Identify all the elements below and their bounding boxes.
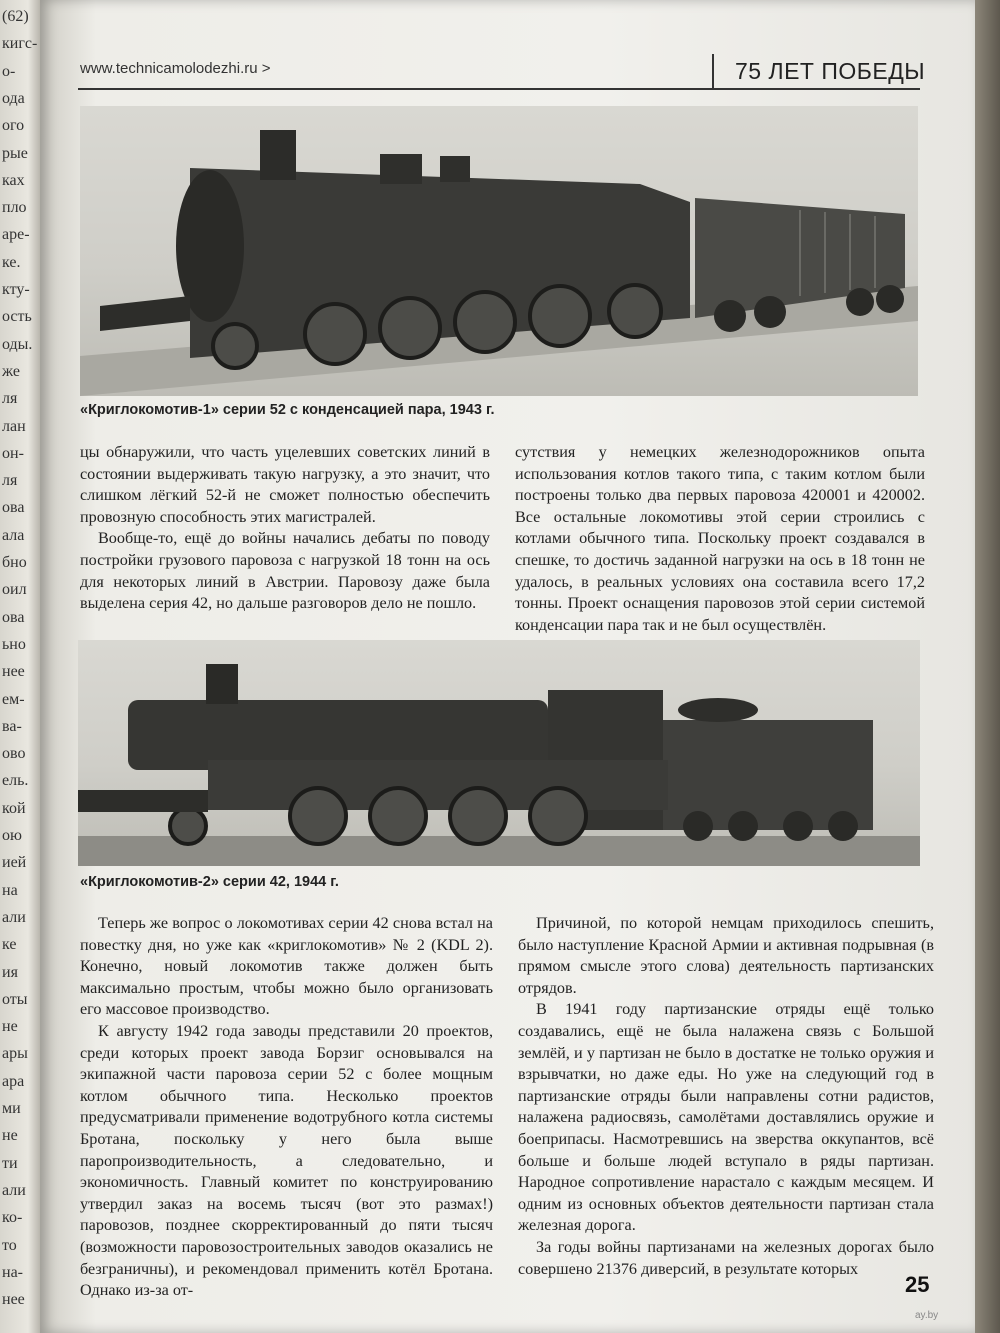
previous-page-fragment: ары (2, 1045, 28, 1063)
paragraph: За годы войны партизанами на железных дорогах было совершено 21376 диверсий, в результате которых (518, 1237, 934, 1278)
previous-page-fragment: ого (2, 117, 25, 135)
previous-page-fragment: то (2, 1236, 17, 1254)
figure-caption-1: «Криглокомотив-1» серии 52 с конденсацией пара, 1943 г. (80, 402, 495, 418)
column-lower-right (518, 913, 934, 1280)
column-upper-left (80, 442, 490, 615)
previous-page-fragment: нее (2, 1291, 25, 1309)
previous-page-fragment: оил (2, 581, 27, 599)
previous-page-fragment: ьно (2, 635, 26, 653)
previous-page-fragment: же (2, 362, 20, 380)
previous-page-fragment: ою (2, 827, 22, 844)
previous-page-fragment: ода (2, 89, 25, 107)
paragraph: В 1941 году партизанские отряды ещё только создавались, ещё не была налажена связь с Большой землёй, и у партизан не было в достатке не только оружия и взрывчатки, но даже еды. Но уже на следующий год в партизанские отряды были направлены сотни радистов, налажена радиосвязь, самолётами доставлялись оружие и боеприпасы. Насмотревшись на зверства оккупантов, всё больше и больше людей вступало в ряды партизан. Народное сопротивление нарастало с каждым месяцем. И одним из основных объектов деятельности партизан стала железная дорога. (518, 1000, 934, 1235)
previous-page-fragment: ля (2, 472, 18, 490)
previous-page-fragment: он- (2, 444, 24, 462)
previous-page-fragment: ко- (2, 1209, 23, 1227)
previous-page-fragment: ми (2, 1100, 21, 1117)
paragraph: К августу 1942 года заводы представили 20 проектов, среди которых проект завода Борзиг основывался на экипажной части паровоза серии 52 с более мощным котлом обычного типа. Несколько проектов предусматривали применение водотрубного котла системы Бротана, поскольку у него была выше паропроизводительность, а следовательно, и экономичность. Главный комитет по конструированию утвердил заказ на восемь тысяч (вот это размах!) паровозов, позднее скорректированный до пяти тысяч (возможности паровозостроительных заводов оказались не безграничны), и рекомендовал применить котёл Бротана. Однако из-за от- (80, 1021, 493, 1300)
previous-page-fragment: ля (2, 390, 18, 408)
previous-page-fragment: али (2, 1181, 26, 1199)
previous-page-fragment: (62) (2, 8, 29, 25)
previous-page-fragment: оты (2, 990, 28, 1008)
previous-page-fragment: кту- (2, 281, 30, 298)
previous-page-fragment: ель. (2, 772, 29, 790)
previous-page-fragment: ость (2, 308, 32, 326)
figure-caption-2: «Криглокомотив-2» серии 42, 1944 г. (80, 874, 339, 890)
previous-page-fragment: пло (2, 199, 27, 217)
previous-page-fragment: оды. (2, 335, 33, 353)
previous-page-fragment: ти (2, 1154, 18, 1172)
paragraph: Теперь же вопрос о локомотивах серии 42 снова встал на повестку дня, но уже как «криглокомотив» № 2 (KDL 2). Конечно, новый локомотив также должен быть максимально простым, чтобы можно было организовать его массовое производство. (80, 914, 493, 1019)
locomotive-photo-1 (80, 106, 918, 396)
locomotive-photo-2 (78, 640, 920, 866)
previous-page-fragment: рые (2, 144, 28, 162)
previous-page-fragment: лан (2, 417, 26, 435)
previous-page-fragment: о- (2, 62, 16, 80)
previous-page-fragment: ово (2, 745, 26, 763)
previous-page-fragment: ва- (2, 717, 22, 735)
paragraph: Причиной, по которой немцам приходилось спешить, было наступление Красной Армии и активная подрывная (в прямом смысле этого слова) деятельность партизанских отрядов. (518, 914, 934, 997)
previous-page-fragment: аре- (2, 226, 30, 244)
header-url: www.technicamolodezhi.ru > (80, 60, 271, 77)
paragraph: сутствия у немецких железнодорожников опыта использования котлов такого типа, с таким котлом были построены только два первых паровоза 420001 и 420002. Все остальные локомотивы этой серии строились с котлами обычного типа. Поскольку проект создавался в спешке, то достичь заданной нагрузки на ось в 18 тонн не удалось, в реальных условиях она составила всего 17,2 тонны. Проект оснащения паровозов этой серии системой конденсации пара так и не был осуществлён. (515, 443, 925, 634)
previous-page-fragment: кой (2, 799, 26, 817)
previous-page-fragment: кигс- (2, 35, 38, 53)
previous-page-edge (0, 0, 40, 1333)
paragraph: цы обнаружили, что часть уцелевших советских линий в состоянии выдерживать такую нагрузку, а это значит, что слишком лёгкий 52-й не сможет полностью обеспечить провозную способность этих магистралей. (80, 443, 490, 526)
previous-page-fragment: ке. (2, 253, 21, 271)
previous-page-fragment: не (2, 1018, 18, 1036)
section-title: 75 ЛЕТ ПОБЕДЫ (735, 58, 926, 84)
previous-page-fragment: ией (2, 854, 27, 872)
header-rule (78, 88, 920, 90)
column-lower-left (80, 913, 493, 1302)
previous-page-fragment: али (2, 908, 26, 926)
header-divider (712, 54, 714, 90)
paragraph: Вообще-то, ещё до войны начались дебаты по поводу постройки грузового паровоза с нагрузкой 18 тонн на ось для некоторых линий в Австрии. Паровозу даже была выделена серия 42, но дальше разговоров дело не пошло. (80, 529, 490, 613)
previous-page-fragment: на (2, 881, 18, 899)
previous-page-fragment: ке (2, 936, 17, 954)
previous-page-fragment: ара (2, 1072, 25, 1090)
previous-page-fragment: ова (2, 608, 25, 626)
previous-page-fragment: ках (2, 171, 25, 189)
page-number: 25 (905, 1272, 930, 1297)
column-upper-right (515, 442, 925, 636)
previous-page-fragment: ем- (2, 690, 25, 708)
page-right-edge (975, 0, 1000, 1333)
previous-page-fragment: ия (2, 963, 18, 981)
previous-page-fragment: не (2, 1127, 18, 1145)
previous-page-fragment: нее (2, 663, 25, 681)
previous-page-fragment: бно (2, 554, 27, 571)
previous-page-fragment: на- (2, 1263, 23, 1281)
previous-page-fragment: ала (2, 526, 25, 544)
watermark: ay.by (915, 1310, 939, 1321)
previous-page-fragment: ова (2, 499, 25, 517)
